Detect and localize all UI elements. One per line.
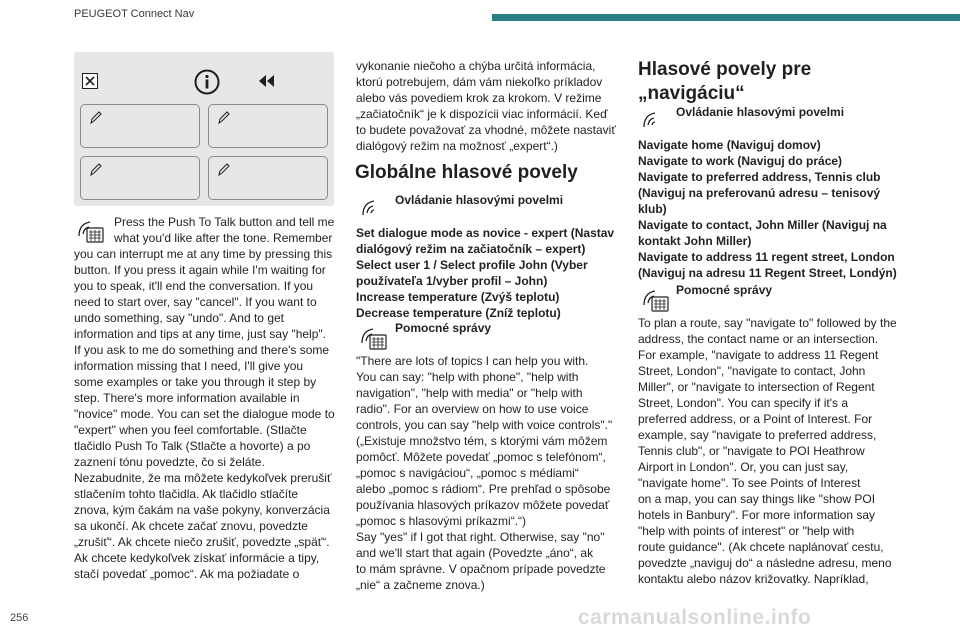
voice-commands-label: Ovládanie hlasovými povelmi [676, 105, 845, 119]
heading-line: „navigáciu“ [638, 83, 745, 104]
text-line: You can say: "help with phone", "help with [356, 370, 579, 384]
column-2-intro [356, 58, 626, 154]
edit-pencil-icon [89, 111, 103, 125]
voice-commands-label: Ovládanie hlasovými povelmi [395, 193, 564, 207]
text-line: undo something, say "undo". And to get [74, 311, 284, 325]
text-line: information missing that I need, I'll give you [74, 359, 304, 373]
text-line: zaznení tónu povedzte, čo si želáte. [74, 455, 265, 469]
voice-command-icon [360, 193, 388, 223]
command-line: kontakt John Miller) [638, 234, 752, 248]
command-line: Decrease temperature (Zníž teplotu) [356, 306, 561, 320]
text-line: („Existuje množstvo tém, s ktorými vám môžem [356, 434, 608, 448]
text-line: „zrušiť“. Ak chcete niečo zrušiť, povedzte „späť“. [74, 535, 330, 549]
command-line: používateľa 1/vyber profil – John) [356, 274, 548, 288]
watermark-url: carmanualsonline.info [578, 606, 812, 629]
screen-tile-2[interactable] [208, 104, 328, 148]
text-line: Press the Push To Talk button and tell me [114, 215, 335, 229]
text-line: používania hlasových príkazov môžete povedať [356, 498, 610, 512]
voice-command-icon [641, 105, 669, 135]
text-line: button. If you press it again while I'm waiting for [74, 263, 326, 277]
text-line: To plan a route, say "navigate to" followed by the [638, 316, 897, 330]
text-line: "navigate home". To see Points of Interest [638, 476, 861, 490]
text-line: on a map, you can say things like "show POI [638, 492, 876, 506]
help-messages-label: Pomocné správy [676, 283, 773, 297]
heading-line: Hlasové povely pre [638, 59, 812, 80]
rewind-icon[interactable] [256, 74, 276, 88]
text-line: to budete považovať za vhodné, môžete nastaviť [356, 123, 616, 137]
command-line: Increase temperature (Zvýš teplotu) [356, 290, 560, 304]
command-line: dialógový režim na začiatočník – expert) [356, 242, 586, 256]
section-heading-global-voice-commands: Globálne hlasové povely [355, 162, 578, 183]
text-line: „nie“ a začneme znova.) [356, 578, 485, 592]
header-accent-bar [492, 14, 960, 21]
text-line: information and tips at any time, just say "help". [74, 327, 326, 341]
command-line: Select user 1 / Select profile John (Vyber [356, 258, 588, 272]
text-line: need to start over, say "cancel". If you want to [74, 295, 317, 309]
text-line: radio". For an overview on how to use voice [356, 402, 589, 416]
command-line: (Naviguj na adresu 11 Regent Street, Londýn) [638, 266, 897, 280]
command-line: (Naviguj na preferovanú adresu – tenisový [638, 186, 881, 200]
global-commands-list [356, 225, 628, 321]
navigation-commands-list [638, 137, 913, 281]
text-line: sa ukončí. Ak chcete začať znovu, povedzte [74, 519, 308, 533]
edit-pencil-icon [217, 111, 231, 125]
text-line: vykonanie niečoho a chýba určitá informácia, [356, 59, 596, 73]
text-line: stačí povedať „pomoc“. Ak ma požiadate o [74, 567, 300, 581]
help-text-column-3 [638, 315, 918, 587]
text-line: Miller", or "navigate to intersection of Regent [638, 380, 875, 394]
text-line: Say "yes" if I got that right. Otherwise, say "no" [356, 530, 605, 544]
help-messages-icon [359, 321, 387, 351]
help-text-column-2 [356, 353, 631, 593]
text-line: Street, London". You can specify if it's a [638, 396, 849, 410]
text-line: hotels in Banbury". For more information say [638, 508, 876, 522]
command-line: Navigate to address 11 regent street, London [638, 250, 895, 264]
command-line: Navigate to work (Naviguj do práce) [638, 154, 843, 168]
text-line: example, say "navigate to preferred address, [638, 428, 877, 442]
command-line: Navigate to contact, John Miller (Naviguj na [638, 218, 887, 232]
text-line: "novice" mode. You can set the dialogue mode to [74, 407, 335, 421]
text-line: navigation", "help with media" or "help with [356, 386, 583, 400]
text-line: If you ask to me do something and there's some [74, 343, 330, 357]
text-line: "help with points of interest" or "help with [638, 524, 855, 538]
text-line: "There are lots of topics I can help you with. [356, 354, 589, 368]
text-line: Tennis club", or "navigate to POI Heathrow [638, 444, 865, 458]
edit-pencil-icon [217, 163, 231, 177]
text-line: what you'd like after the tone. Remember [114, 231, 333, 245]
text-line: povedzte „naviguj do“ a následne adresu, meno [638, 556, 892, 570]
screen-tile-4[interactable] [208, 156, 328, 200]
text-line: preferred address, or a Point of Interest. For [638, 412, 873, 426]
touchscreen-illustration [74, 52, 334, 206]
text-line: address, the contact name or an intersection. [638, 332, 879, 346]
text-line: alebo „pomoc s rádiom“. Pre prehľad o spôsobe [356, 482, 611, 496]
column-1 [74, 214, 339, 582]
screen-tile-1[interactable] [80, 104, 200, 148]
text-line: to mám správne. V opačnom prípade povedzte [356, 562, 606, 576]
command-line: klub) [638, 202, 667, 216]
text-line: dialógový režim na možnosť „expert“.) [356, 139, 558, 153]
text-line: alebo vás povediem krok za krokom. V režime [356, 91, 602, 105]
text-line: route guidance". (Ak chcete naplánovať cestu, [638, 540, 884, 554]
text-line: „pomoc s hlasovými príkazmi“.“) [356, 514, 527, 528]
help-messages-label: Pomocné správy [395, 321, 492, 335]
command-line: Navigate to preferred address, Tennis club [638, 170, 881, 184]
screen-tile-3[interactable] [80, 156, 200, 200]
text-line: tlačidlo Push To Talk (Stlačte a hovorte) a po [74, 439, 311, 453]
running-header-title: PEUGEOT Connect Nav [74, 8, 195, 20]
command-line: Navigate home (Naviguj domov) [638, 138, 821, 152]
text-line: you can interrupt me at any time by pressing this [74, 247, 333, 261]
text-line: Street, London", "navigate to contact, John [638, 364, 866, 378]
text-line: some examples or take you through it step by [74, 375, 317, 389]
text-line: and we'll start that again (Povedzte „áno“, ak [356, 546, 594, 560]
text-line: „začiatočník“ je k dispozícii viac informácií. Keď [356, 107, 608, 121]
text-line: Ak chcete kedykoľvek získať informácie a tipy, [74, 551, 320, 565]
text-line: step. There's more information available in [74, 391, 300, 405]
help-messages-icon [641, 283, 669, 313]
text-line: controls, you can say "help with voice controls"." [356, 418, 613, 432]
info-icon[interactable] [194, 69, 220, 95]
text-line: "expert" when you feel comfortable. (Stlačte [74, 423, 307, 437]
edit-pencil-icon [89, 163, 103, 177]
close-icon[interactable] [82, 73, 98, 89]
page-number: 256 [10, 612, 29, 624]
section-heading-navigation-voice-commands [638, 58, 811, 106]
text-line: pomôcť. Môžete povedať „pomoc s telefónom“, [356, 450, 606, 464]
text-line: For example, "navigate to address 11 Regent [638, 348, 879, 362]
text-line: ktorú potrebujem, dám vám niekoľko príkladov [356, 75, 603, 89]
text-line: Airport in London". Or, you can just say, [638, 460, 849, 474]
text-line: Nezabudnite, že ma môžete kedykoľvek prerušiť [74, 471, 332, 485]
text-line: znova, kým čakám na vaše pokyny, konverzácia [74, 503, 330, 517]
text-line: kontaktu alebo názov križovatky. Napríklad, [638, 572, 869, 586]
command-line: Set dialogue mode as novice - expert (Nastav [356, 226, 615, 240]
text-line: stlačením tohto tlačidla. Ak tlačidlo stlačíte [74, 487, 299, 501]
text-line: you to speak, it'll end the conversation. If you [74, 279, 314, 293]
text-line: „pomoc s navigáciou“, „pomoc s médiami“ [356, 466, 579, 480]
